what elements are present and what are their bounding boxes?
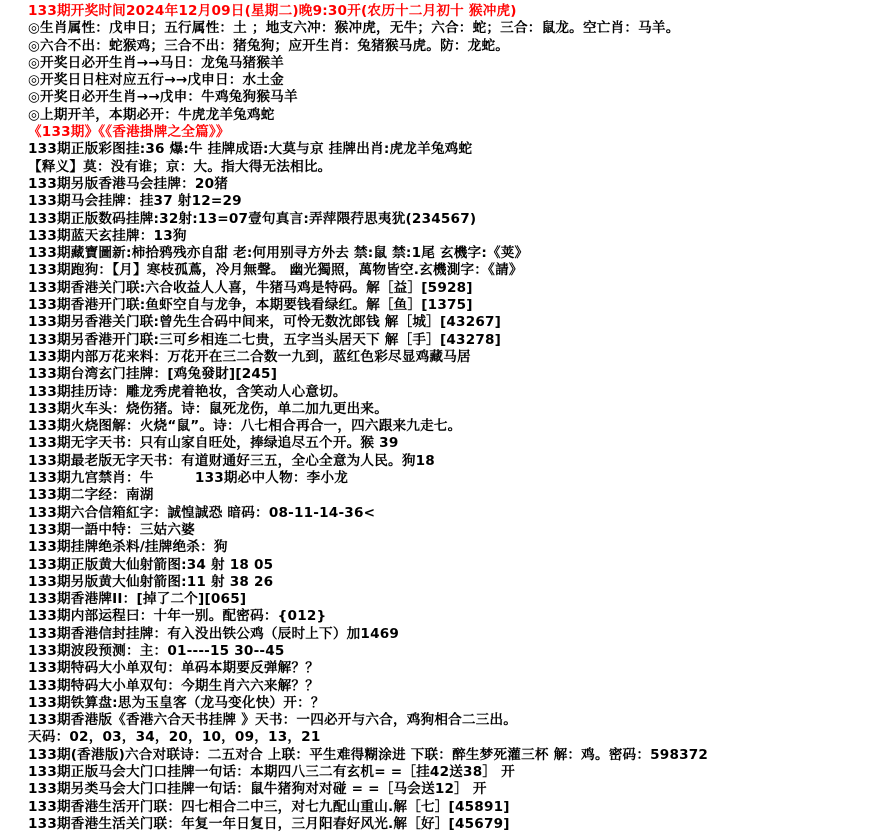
text-line: 133期(香港版)六合对联诗：二五对合 上联：平生难得糊涂进 下联：醉生梦死灌三杯 解：鸡。密码：598372 <box>28 746 709 763</box>
text-line: 133期开奖时间2024年12月09日(星期二)晚9:30开(农历十二月初十 猴冲虎) <box>28 3 517 19</box>
text-line: 133期特码大小单双句：今期生肖六六来解？？ <box>28 677 320 694</box>
text-line: 133期挂牌绝杀料/挂牌绝杀：狗 <box>28 539 228 556</box>
text-line: 133期铁算盘:思为玉皇客（龙马变化快）开：？ <box>28 694 325 711</box>
text-line: 133期二字经：南湖 <box>28 487 154 504</box>
text-line: ◎开奖日必开生肖→→马日：龙兔马猪猴羊 <box>28 54 284 71</box>
text-line: 133期藏寶圖新:柿拾鸦残亦自甜 老:何用别寻方外去 禁:鼠 禁:1尾 玄機字:《荚》 <box>28 245 529 262</box>
text-line: 133期跑狗：【月】寒枝孤蔦，冷月無聲。 幽光獨照，萬物皆空.玄機測字：《請》 <box>28 262 523 279</box>
text-line: 133期另版黄大仙射箭图:11 射 38 26 <box>28 573 274 590</box>
text-line: 133期波段预测：主：01----15 30--45 <box>28 642 285 659</box>
text-line: 133期香港生活开门联：四七相合二中三，对七九配山重山.解［七］[45891] <box>28 798 510 815</box>
text-line: 133期另版香港马会挂牌：20猪 <box>28 175 229 192</box>
text-line: 133期正版彩图挂:36 爆:牛 挂牌成语:大莫与京 挂牌出肖:虎龙羊兔鸡蛇 <box>28 141 473 158</box>
text-line: 133期最老版无字天书：有道财通好三五，全心全意为人民。狗18 <box>28 452 435 469</box>
text-line: 133期蓝天玄挂牌：13狗 <box>28 227 187 244</box>
text-line: 133期香港版《香港六合天书挂牌 》天书：一四必开与六合，鸡狗相合二三出。 <box>28 712 518 729</box>
text-line: 133期一語中特：三姑六婆 <box>28 521 195 538</box>
text-line: 133期无字天书：只有山家自旺处，捧绿追尽五个开。猴 39 <box>28 435 399 452</box>
text-line: 133期特码大小单双句：单码本期要反弹解？？ <box>28 660 320 677</box>
text-line: 133期另类马会大门口挂牌一句话：鼠牛猪狗对对碰 = =［马会送12］ 开 <box>28 781 487 798</box>
text-line: 133期香港牌II：[掉了二个][065] <box>28 591 247 608</box>
text-line: 133期火车头：烧伤猪。诗：鼠死龙伤，单二加九更出来。 <box>28 400 389 417</box>
text-line: 133期挂历诗：雕龙秀虎着艳妆，含笑动人心意切。 <box>28 383 347 400</box>
text-lines-container <box>28 3 878 833</box>
text-line: 《133期》《《香港掛牌之全篇》》 <box>28 124 230 141</box>
text-line: 133期九宫禁肖：牛 133期必中人物：李小龙 <box>28 470 349 487</box>
text-line: 133期马会挂牌：挂37 射12=29 <box>28 193 242 210</box>
text-line: 133期内部运程曰：十年一别。配密码：{012} <box>28 608 327 625</box>
text-line: 133期火烧图解：火烧“鼠”。诗：八七相合再合一，四六跟来九走七。 <box>28 418 462 435</box>
text-line: 【释义】莫：没有谁；京：大。指大得无法相比。 <box>28 158 332 175</box>
text-line: ◎六合不出：蛇猴鸡；三合不出：猪兔狗；应开生肖：兔猪猴马虎。防：龙蛇。 <box>28 37 510 54</box>
text-line: 133期另香港关门联:曾先生合码中间来，可怜无数沈郎钱 解［城］[43267] <box>28 314 502 331</box>
text-line: 133期正版黄大仙射箭图:34 射 18 05 <box>28 556 274 573</box>
text-line: ◎上期开羊，本期必开：牛虎龙羊兔鸡蛇 <box>28 106 275 123</box>
text-line: 133期内部万花来料：万花开在三二合数一九到，蓝红色彩尽显鸡藏马居 <box>28 348 471 365</box>
text-line: ◎开奖日必开生肖→→戊申：牛鸡兔狗猴马羊 <box>28 89 298 106</box>
text-line: 133期香港信封挂牌：有入没出铁公鸡（辰时上下）加1469 <box>28 625 400 642</box>
text-line: ◎生肖属性：戊申日；五行属性：土 ；地支六冲：猴冲虎，无牛；六合：蛇；三合：鼠龙。空亡肖：马羊。 <box>28 20 680 37</box>
text-line: 133期香港生活关门联：年复一年日复日，三月阳春好风光.解［好］[45679] <box>28 815 510 832</box>
text-line: 133期台湾玄门挂牌：[鸡兔發財][245] <box>28 366 278 383</box>
text-line: 133期香港开门联:鱼虾空自与龙争，本期要钱看绿红。解［鱼］[1375] <box>28 297 473 314</box>
text-line: 133期六合信箱紅字：誠惶誠恐 暗码：08-11-14-36< <box>28 504 376 521</box>
text-line: 133期另香港开门联:三可乡相连二七贵，五字当头居天下 解［手］[43278] <box>28 331 502 348</box>
text-line: ◎开奖日日柱对应五行→→戊申日：水土金 <box>28 72 284 89</box>
text-line: 133期正版马会大门口挂牌一句话：本期四八三二有玄机= =［挂42送38］ 开 <box>28 764 515 781</box>
text-line: 天码：02，03，34，20，10，09，13，21 <box>28 729 321 746</box>
text-line: 133期正版数码挂牌:32射:13=07壹句真言:弄萍隈荇思夷犹(234567) <box>28 210 477 227</box>
text-line: 133期香港关门联:六合收益人人喜，牛猪马鸡是特码。解［益］[5928] <box>28 279 473 296</box>
